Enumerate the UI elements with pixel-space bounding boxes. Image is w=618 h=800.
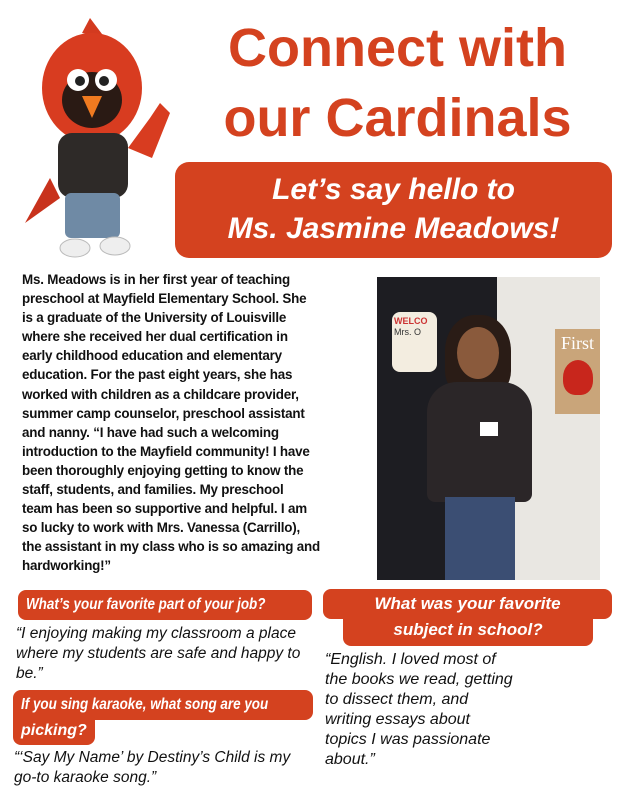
- answer-line: go-to karaoke song.”: [14, 769, 157, 786]
- answer-line: where my students are safe and happy to: [16, 645, 301, 662]
- bio-text: [22, 270, 374, 576]
- banner-line2: Ms. Jasmine Meadows!: [227, 212, 560, 245]
- first-sign: [555, 329, 600, 414]
- question-line: If you sing karaoke, what song are you: [21, 696, 269, 713]
- bio-line: education. For the past eight years, she has: [22, 367, 293, 383]
- question-favorite-part-of-job: [18, 590, 312, 620]
- bio-line: hardworking!”: [22, 558, 111, 574]
- answer-line: topics I was passionate: [325, 731, 491, 748]
- question-line: subject in school?: [393, 620, 543, 639]
- question-text: What’s your favorite part of your job?: [26, 596, 266, 613]
- answer-line: to dissect them, and: [325, 691, 469, 708]
- bio-line: the assistant in my class who is so amazing and: [22, 539, 320, 555]
- question-line: What was your favorite: [374, 594, 561, 613]
- banner-line1: Let’s say hello to: [272, 173, 515, 206]
- bio-line: team has been so supportive and helpful. I am: [22, 501, 307, 517]
- bio-line: worked with children as a childcare provider,: [22, 386, 299, 402]
- sign-text: First: [560, 333, 594, 353]
- teacher-photo: [377, 277, 600, 580]
- bio-line: and nanny. “I have had such a welcoming: [22, 424, 279, 440]
- page-title-line1: Connect with: [228, 18, 567, 78]
- bio-line: so lucky to work with Mrs. Vanessa (Carrillo),: [22, 520, 301, 536]
- answer-line: be.”: [16, 665, 43, 682]
- bio-line: early childhood education and elementary: [22, 348, 282, 364]
- bio-line: staff, students, and families. My preschool: [22, 482, 284, 498]
- question-favorite-subject: [323, 589, 612, 646]
- bio-line: is a graduate of the University of Louisville: [22, 310, 287, 326]
- answer-line: “English. I loved most of: [325, 651, 496, 668]
- answer-favorite-subject: [325, 650, 615, 770]
- board-sub-text: Mrs. O: [394, 327, 421, 337]
- answer-line: “‘Say My Name’ by Destiny’s Child is my: [14, 749, 291, 766]
- bio-line: preschool at Mayfield Elementary School. She: [22, 291, 307, 307]
- bio-line: introduction to the Mayfield community! I have: [22, 443, 310, 459]
- answer-favorite-part-of-job: [16, 624, 356, 684]
- question-line: picking?: [21, 722, 87, 739]
- bio-line: summer camp counselor, preschool assistant: [22, 405, 305, 421]
- page-title-line2: our Cardinals: [223, 88, 572, 148]
- bio-line: been thoroughly enjoying getting to know the: [22, 462, 304, 478]
- question-karaoke: [13, 690, 315, 750]
- answer-line: writing essays about: [325, 711, 470, 728]
- answer-line: the books we read, getting: [325, 671, 513, 688]
- bio-line: where she received her dual certification in: [22, 329, 288, 345]
- board-welcome-text: WELCO: [394, 316, 428, 326]
- answer-line: about.”: [325, 751, 375, 768]
- cardinal-mascot-illustration: [20, 8, 180, 263]
- bio-line: Ms. Meadows is in her first year of teaching: [22, 272, 291, 287]
- answer-karaoke: [14, 748, 354, 788]
- answer-line: “I enjoying making my classroom a place: [16, 625, 296, 642]
- hello-banner: [175, 162, 612, 258]
